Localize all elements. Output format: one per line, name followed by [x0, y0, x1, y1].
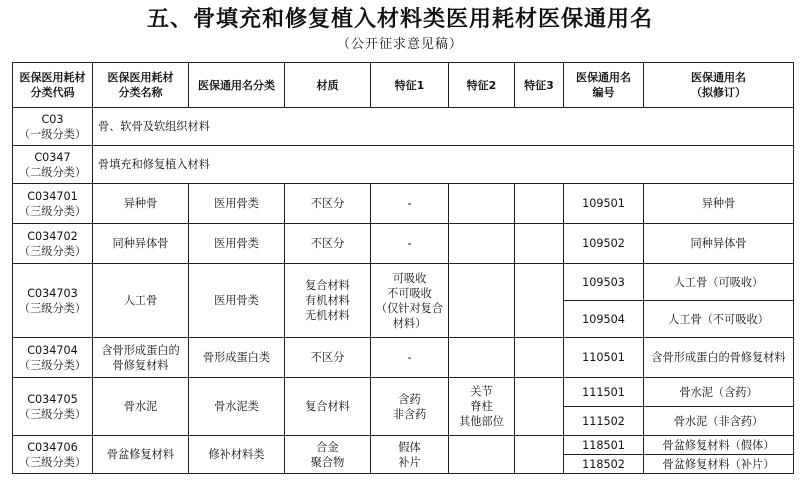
generic-cell: 异种骨: [644, 184, 794, 224]
number-cell: 118502: [564, 455, 644, 474]
name-cell: 同种异体骨: [93, 224, 189, 264]
category-cell: 骨水泥类: [189, 378, 285, 436]
header-code: 医保医用耗材 分类代码: [13, 63, 93, 108]
feature1-cell: 可吸收 不可吸收 （仅针对复合 材料）: [371, 264, 449, 338]
header-feature3: 特征3: [515, 63, 564, 108]
header-number: 医保通用名 编号: [564, 63, 644, 108]
generic-cell: 骨盆修复材料（假体）: [644, 436, 794, 455]
page-subtitle: （公开征求意见稿）: [336, 37, 463, 52]
feature1-cell: -: [371, 338, 449, 378]
feature2-cell: [449, 436, 515, 474]
material-cell: 复合材料 有机材料 无机材料: [285, 264, 371, 338]
feature2-cell: 关节 脊柱 其他部位: [449, 378, 515, 436]
header-feature1: 特征1: [371, 63, 449, 108]
generic-cell: 人工骨（不可吸收）: [644, 301, 794, 338]
header-name: 医保医用耗材 分类名称: [93, 63, 189, 108]
number-cell: 109501: [564, 184, 644, 224]
number-cell: 110501: [564, 338, 644, 378]
generic-cell: 骨盆修复材料（补片）: [644, 455, 794, 474]
table-row: [13, 378, 794, 407]
material-cell: 合金 聚合物: [285, 436, 371, 474]
number-cell: 109504: [564, 301, 644, 338]
feature3-cell: [515, 436, 564, 474]
category-cell: 医用骨类: [189, 224, 285, 264]
feature3-cell: [515, 338, 564, 378]
material-cell: 不区分: [285, 224, 371, 264]
number-cell: 109503: [564, 264, 644, 301]
feature3-cell: [515, 184, 564, 224]
table-row: [13, 264, 794, 301]
feature2-cell: [449, 264, 515, 338]
number-cell: 118501: [564, 436, 644, 455]
category-cell: 修补材料类: [189, 436, 285, 474]
class-name: 骨、软骨及软组织材料: [93, 108, 794, 146]
category-cell: 骨形成蛋白类: [189, 338, 285, 378]
generic-cell: 骨水泥（非含药）: [644, 407, 794, 436]
header-feature2: 特征2: [449, 63, 515, 108]
name-cell: 骨盆修复材料: [93, 436, 189, 474]
code-cell: C034705 （三级分类）: [13, 378, 93, 436]
table-row: [13, 224, 794, 264]
category-cell: 医用骨类: [189, 184, 285, 224]
feature2-cell: [449, 184, 515, 224]
name-cell: 含骨形成蛋白的 骨修复材料: [93, 338, 189, 378]
class-name: 骨填充和修复植入材料: [93, 146, 794, 184]
generic-cell: 骨水泥（含药）: [644, 378, 794, 407]
header-material: 材质: [285, 63, 371, 108]
feature1-cell: 含药 非含药: [371, 378, 449, 436]
catalog-table: [12, 62, 794, 474]
page-title: 五、骨填充和修复植入材料类医用耗材医保通用名: [146, 6, 653, 32]
material-cell: 不区分: [285, 338, 371, 378]
class-code: C0347 （二级分类）: [13, 146, 93, 184]
feature3-cell: [515, 378, 564, 436]
name-cell: 异种骨: [93, 184, 189, 224]
code-cell: C034706 （三级分类）: [13, 436, 93, 474]
code-cell: C034701 （三级分类）: [13, 184, 93, 224]
number-cell: 111502: [564, 407, 644, 436]
name-cell: 骨水泥: [93, 378, 189, 436]
feature1-cell: 假体 补片: [371, 436, 449, 474]
generic-cell: 同种异体骨: [644, 224, 794, 264]
material-cell: 复合材料: [285, 378, 371, 436]
table-row: [13, 436, 794, 455]
code-cell: C034702 （三级分类）: [13, 224, 93, 264]
feature3-cell: [515, 264, 564, 338]
code-cell: C034704 （三级分类）: [13, 338, 93, 378]
feature2-cell: [449, 224, 515, 264]
feature1-cell: -: [371, 224, 449, 264]
feature2-cell: [449, 338, 515, 378]
number-cell: 109502: [564, 224, 644, 264]
name-cell: 人工骨: [93, 264, 189, 338]
generic-cell: 含骨形成蛋白的骨修复材料: [644, 338, 794, 378]
class-row: [13, 146, 794, 184]
feature3-cell: [515, 224, 564, 264]
class-row: [13, 108, 794, 146]
feature1-cell: -: [371, 184, 449, 224]
header-category: 医保通用名分类: [189, 63, 285, 108]
generic-cell: 人工骨（可吸收）: [644, 264, 794, 301]
header-row: [13, 63, 794, 108]
class-code: C03 （一级分类）: [13, 108, 93, 146]
table-row: [13, 338, 794, 378]
material-cell: 不区分: [285, 184, 371, 224]
code-cell: C034703 （三级分类）: [13, 264, 93, 338]
header-generic: 医保通用名 （拟修订）: [644, 63, 794, 108]
table-row: [13, 184, 794, 224]
number-cell: 111501: [564, 378, 644, 407]
category-cell: 医用骨类: [189, 264, 285, 338]
